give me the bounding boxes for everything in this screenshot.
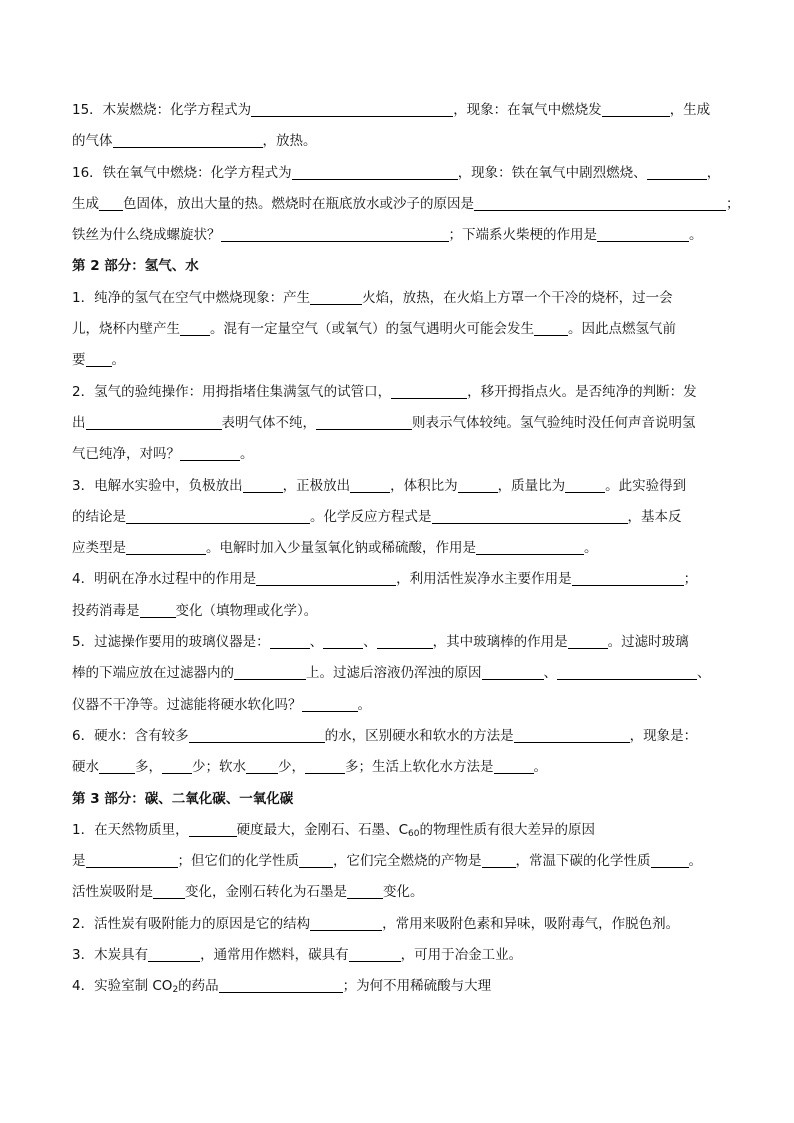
- answer-blank[interactable]: [494, 758, 534, 774]
- question-line: [72, 345, 732, 376]
- question-line: [72, 220, 732, 251]
- answer-blank[interactable]: [251, 101, 453, 117]
- question-text: 、: [363, 634, 377, 651]
- question-line: [72, 158, 732, 189]
- answer-blank[interactable]: [557, 664, 697, 680]
- question-text: 变化，金刚石转化为石墨是: [185, 884, 347, 901]
- question-text: 第 2 部分：氢气、水: [72, 258, 199, 275]
- question-text: ，质量比为: [497, 477, 566, 494]
- question-text: 儿，烧杯内壁产生: [72, 321, 180, 338]
- question-text: 的结论是: [72, 508, 126, 525]
- question-line: [72, 439, 732, 470]
- question-text: 铁丝为什么绕成螺旋状？: [72, 227, 221, 244]
- question-text: 16．铁在氧气中燃烧：化学方程式为: [72, 164, 292, 181]
- subscript: 60: [408, 828, 420, 839]
- answer-blank[interactable]: [99, 758, 135, 774]
- question-line: [72, 815, 732, 846]
- answer-blank[interactable]: [86, 852, 178, 868]
- answer-blank[interactable]: [474, 195, 726, 211]
- answer-blank[interactable]: [180, 320, 210, 336]
- question-text: 。混有一定量空气（或氧气）的氢气遇明火可能会发生: [210, 321, 534, 338]
- answer-blank[interactable]: [234, 664, 306, 680]
- answer-blank[interactable]: [377, 633, 433, 649]
- question-text: 、: [697, 665, 711, 682]
- question-text: 出: [72, 414, 86, 431]
- answer-blank[interactable]: [148, 946, 200, 962]
- question-text: ，体积比为: [390, 477, 458, 494]
- question-line: [72, 189, 740, 220]
- answer-blank[interactable]: [597, 226, 689, 242]
- question-line: [72, 95, 732, 126]
- question-text: ，移开拇指点火。是否纯净的判断：发: [467, 383, 697, 400]
- question-text: 1．在天然物质里，: [72, 821, 189, 838]
- question-text: 第 3 部分：碳、二氧化碳、一氧化碳: [72, 790, 294, 807]
- answer-blank[interactable]: [126, 539, 206, 555]
- question-line: [72, 658, 732, 689]
- answer-blank[interactable]: [458, 477, 498, 493]
- question-line: [72, 846, 732, 877]
- answer-blank[interactable]: [246, 758, 278, 774]
- answer-blank[interactable]: [647, 164, 707, 180]
- question-text: ，现象：铁在氧气中剧烈燃烧、: [457, 164, 647, 181]
- question-text: 、: [309, 634, 324, 651]
- question-text: 15．木炭燃烧：化学方程式为: [72, 102, 252, 118]
- question-text: ；但它们的化学性质: [177, 853, 299, 870]
- question-text: 变化（填物理或化学）。: [175, 602, 318, 619]
- question-text: 。化学反应方程式是: [310, 508, 432, 525]
- answer-blank[interactable]: [153, 883, 185, 899]
- section-heading: [72, 251, 732, 282]
- answer-blank[interactable]: [292, 164, 458, 180]
- question-text: 是: [72, 853, 86, 870]
- question-text: ，其中玻璃棒的作用是: [432, 634, 568, 651]
- question-text: 火焰，放热，在火焰上方罩一个干冷的烧杯，过一会: [362, 289, 673, 306]
- question-text: 2．氢气的验纯操作：用拇指堵住集满氢气的试管口，: [72, 383, 392, 400]
- answer-blank[interactable]: [221, 226, 449, 242]
- question-line: [72, 971, 732, 1002]
- question-text: ，通常用作燃料，碳具有: [200, 947, 349, 964]
- question-text: 。: [688, 853, 702, 870]
- question-text: 气已纯净，对吗？: [72, 446, 180, 463]
- answer-blank[interactable]: [126, 508, 310, 524]
- question-text: 变化。: [383, 884, 424, 901]
- question-text: 棒的下端应放在过滤器内的: [72, 665, 234, 682]
- question-text: ，可用于冶金工业。: [400, 947, 523, 964]
- question-text: 。: [533, 759, 547, 776]
- question-text: 4．明矾在净水过程中的作用是: [72, 571, 257, 588]
- question-text: 、: [543, 665, 557, 682]
- answer-blank[interactable]: [347, 883, 383, 899]
- answer-blank[interactable]: [310, 289, 362, 305]
- answer-blank[interactable]: [99, 195, 123, 211]
- question-text: 应类型是: [72, 540, 126, 557]
- answer-blank[interactable]: [86, 351, 112, 367]
- answer-blank[interactable]: [219, 977, 343, 993]
- answer-blank[interactable]: [534, 320, 568, 336]
- question-text: ；: [726, 195, 740, 212]
- answer-blank[interactable]: [572, 570, 684, 586]
- question-line: [72, 533, 732, 564]
- question-text: 要: [72, 352, 86, 369]
- question-line: [72, 752, 732, 783]
- question-text: 多；生活上软化水方法是: [345, 759, 494, 776]
- answer-blank[interactable]: [310, 915, 382, 931]
- question-text: ，现象是：: [629, 727, 698, 744]
- question-text: 投药消毒是: [72, 602, 140, 619]
- question-line: [72, 471, 732, 502]
- answer-blank[interactable]: [651, 852, 689, 868]
- question-line: [72, 627, 732, 658]
- question-text: 。: [357, 696, 371, 713]
- question-text: 。: [584, 540, 598, 557]
- question-text: 3．电解水实验中，负极放出: [72, 477, 243, 494]
- question-text: 则表示气体较纯。氢气验纯时没任何声音说明氢: [412, 414, 696, 431]
- answer-blank[interactable]: [316, 414, 412, 430]
- answer-blank[interactable]: [86, 414, 222, 430]
- question-line: [72, 126, 732, 157]
- question-line: [72, 909, 732, 940]
- question-text: 。: [689, 227, 703, 244]
- question-text: ，利用活性炭净水主要作用是: [396, 571, 572, 588]
- question-line: [72, 314, 732, 345]
- answer-blank[interactable]: [189, 821, 237, 837]
- question-text: 5．过滤操作要用的玻璃仪器是：: [72, 634, 270, 651]
- question-text: 多，: [135, 759, 162, 776]
- subscript: 2: [172, 985, 179, 996]
- answer-blank[interactable]: [299, 852, 333, 868]
- question-text: 。: [111, 352, 125, 369]
- question-text: ，: [706, 164, 721, 181]
- question-text: ，正极放出: [282, 477, 351, 494]
- question-text: 表明气体不纯，: [221, 414, 316, 431]
- question-text: 的药品: [178, 978, 219, 995]
- question-line: [72, 721, 732, 752]
- answer-blank[interactable]: [189, 727, 325, 743]
- answer-blank[interactable]: [256, 570, 396, 586]
- answer-blank[interactable]: [302, 696, 358, 712]
- answer-blank[interactable]: [432, 508, 628, 524]
- answer-blank[interactable]: [565, 477, 605, 493]
- answer-blank[interactable]: [482, 664, 544, 680]
- question-text: 。此实验得到: [605, 477, 687, 494]
- question-line: [72, 283, 732, 314]
- question-text: ；为何不用稀硫酸与大理: [342, 978, 492, 995]
- question-text: 2．活性炭有吸附能力的原因是它的结构: [72, 915, 311, 932]
- question-line: [72, 408, 732, 439]
- question-line: [72, 502, 732, 533]
- question-line: [72, 940, 732, 971]
- question-text: 。过滤时玻璃: [607, 634, 689, 651]
- worksheet-page: [72, 95, 740, 1003]
- question-text: 4．实验室制 CO: [72, 978, 173, 995]
- answer-blank[interactable]: [162, 758, 192, 774]
- question-text: 。: [240, 446, 254, 463]
- question-text: ，放热。: [262, 133, 317, 150]
- question-text: 生成: [72, 195, 99, 212]
- question-text: ，它们完全燃烧的产物是: [333, 853, 482, 870]
- question-text: 上。过滤后溶液仍浑浊的原因: [306, 665, 482, 682]
- question-line: [72, 690, 732, 721]
- question-text: 少；软水: [192, 759, 246, 776]
- question-text: ，生成: [669, 102, 711, 118]
- answer-blank[interactable]: [305, 758, 345, 774]
- answer-blank[interactable]: [514, 727, 630, 743]
- question-text: ，基本反: [627, 508, 682, 525]
- answer-blank[interactable]: [270, 633, 310, 649]
- answer-blank[interactable]: [323, 633, 363, 649]
- answer-blank[interactable]: [349, 946, 401, 962]
- question-text: 。电解时加入少量氢氧化钠或稀硫酸，作用是: [206, 540, 476, 557]
- question-text: ，常温下碳的化学性质: [515, 853, 651, 870]
- question-text: 的物理性质有很大差异的原因: [419, 821, 595, 838]
- question-text: 3．木炭具有: [72, 947, 149, 964]
- question-text: ；: [683, 571, 698, 588]
- question-text: ，现象：在氧气中燃烧发: [453, 102, 602, 118]
- answer-blank[interactable]: [391, 383, 467, 399]
- answer-blank[interactable]: [568, 633, 608, 649]
- question-text: 1．纯净的氢气在空气中燃烧现象：产生: [72, 289, 311, 306]
- question-text: 色固体，放出大量的热。燃烧时在瓶底放水或沙子的原因是: [123, 195, 474, 212]
- answer-blank[interactable]: [113, 132, 263, 148]
- answer-blank[interactable]: [350, 477, 390, 493]
- question-text: 活性炭吸附是: [72, 884, 153, 901]
- section-heading: [72, 784, 732, 815]
- question-text: 的气体: [72, 133, 113, 150]
- question-text: 少，: [278, 759, 305, 776]
- question-line: [72, 377, 732, 408]
- question-text: 6．硬水：含有较多: [72, 727, 189, 744]
- question-text: ，常用来吸附色素和异味，吸附毒气，作脱色剂。: [382, 915, 680, 932]
- answer-blank[interactable]: [243, 477, 283, 493]
- answer-blank[interactable]: [180, 445, 240, 461]
- question-line: [72, 877, 732, 908]
- question-line: [72, 564, 732, 595]
- question-text: 硬度最大，金刚石、石墨、C: [236, 821, 409, 838]
- answer-blank[interactable]: [482, 852, 516, 868]
- question-text: 硬水: [72, 759, 99, 776]
- question-text: ；下端系火柴梗的作用是: [448, 227, 597, 244]
- question-text: 仪器不干净等。过滤能将硬水软化吗？: [72, 696, 302, 713]
- question-text: 。因此点燃氢气前: [568, 321, 676, 338]
- question-line: [72, 596, 732, 627]
- answer-blank[interactable]: [476, 539, 584, 555]
- question-text: 的水，区别硬水和软水的方法是: [324, 727, 514, 744]
- answer-blank[interactable]: [602, 101, 670, 117]
- answer-blank[interactable]: [140, 602, 176, 618]
